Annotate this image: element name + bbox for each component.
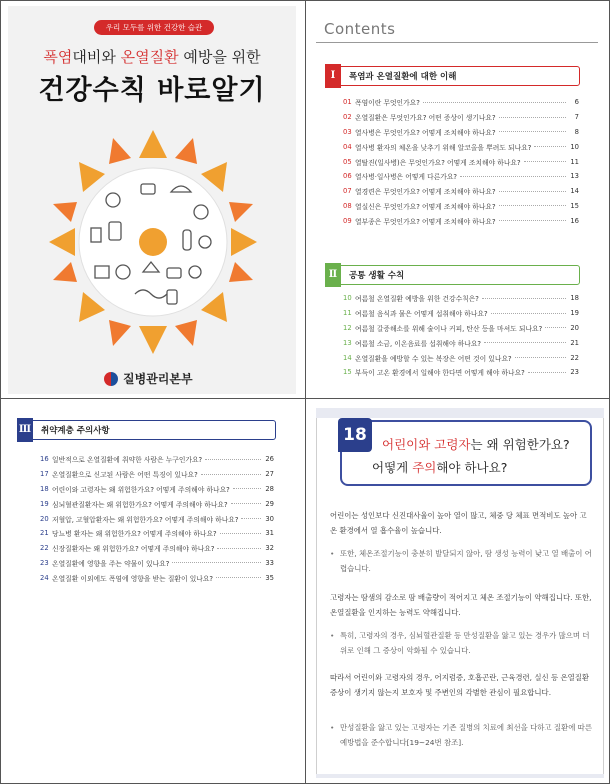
- toc-entry-page: 21: [570, 338, 579, 347]
- toc-entry-page: 27: [265, 470, 274, 479]
- toc-entry-page: 18: [570, 294, 579, 303]
- toc-leader: [460, 176, 566, 177]
- toc-leader: [201, 474, 261, 475]
- sun-ray-icon: [49, 228, 75, 256]
- toc-entry-page: 8: [574, 127, 579, 136]
- article-top-band: [316, 408, 604, 418]
- toc-leader: [241, 518, 261, 519]
- toc-leader: [499, 191, 566, 192]
- sun-ray-icon: [53, 262, 77, 282]
- sun-ray-icon: [175, 320, 197, 346]
- section-numeral: Ⅰ: [325, 64, 341, 88]
- contents-heading: Contents: [324, 20, 396, 38]
- toc-entry[interactable]: [40, 541, 274, 556]
- cover-subtitle: [8, 46, 296, 67]
- sun-ray-icon: [109, 320, 131, 346]
- toc-entry-number: 24: [40, 573, 49, 582]
- toc-entry-number: 01: [343, 98, 352, 107]
- toc-leader: [528, 372, 566, 373]
- toc-entry[interactable]: [343, 139, 579, 154]
- toc-entry-page: 23: [570, 368, 579, 377]
- toc-leader: [499, 131, 566, 132]
- toc-leader: [491, 313, 566, 314]
- toc-entry-page: 35: [265, 573, 274, 582]
- toc-entry-title: 열사병은 무엇인가요? 어떻게 조치해야 하나요?: [355, 128, 496, 137]
- sun-ray-icon: [139, 130, 167, 158]
- toc-entry-number: 19: [40, 499, 49, 508]
- toc-leader: [231, 503, 261, 504]
- toc-entry-number: 13: [343, 338, 352, 347]
- toc-entry-title: 온열질환 이외에도 폭염에 영향을 받는 질환이 있나요?: [52, 574, 214, 583]
- toc-entry-title: 신장질환자는 왜 위험한가요? 어떻게 주의해야 하나요?: [52, 545, 215, 554]
- toc-entry-page: 22: [570, 353, 579, 362]
- question-text: 해야 하나요?: [436, 460, 508, 475]
- toc-entry-title: 일반적으로 온열질환에 취약한 사람은 누구인가요?: [52, 456, 203, 465]
- toc-entry[interactable]: [40, 556, 274, 571]
- toc-entry-title: 온열질환에 영향을 주는 약물이 있나요?: [52, 559, 170, 568]
- toc-entry-title: 온열질환으로 신고된 사람은 어떤 특징이 있나요?: [52, 471, 198, 480]
- toc-leader: [233, 488, 261, 489]
- toc-leader: [216, 577, 261, 578]
- article-bottom-band: [316, 774, 604, 778]
- question-line-1: [382, 435, 570, 453]
- grid-divider-vertical: [305, 0, 306, 784]
- section-title: 공통 생활 수칙: [349, 271, 405, 281]
- toc-entry[interactable]: [343, 154, 579, 169]
- toc-leader: [205, 459, 261, 460]
- toc-entry-title: 열실신은 무엇인가요? 어떻게 조치해야 하나요?: [355, 202, 496, 211]
- toc-entry[interactable]: [343, 213, 579, 228]
- toc-leader: [499, 205, 566, 206]
- toc-entry-page: 19: [570, 309, 579, 318]
- toc-entry-title: 당뇨병 환자는 왜 위험한가요? 어떻게 주의해야 하나요?: [52, 530, 217, 539]
- toc-entry-page: 29: [265, 499, 274, 508]
- section-numeral: Ⅱ: [325, 263, 341, 287]
- toc-leader: [172, 562, 261, 563]
- toc-entry-title: 열사병 환자의 체온을 낮추기 위해 알코올을 뿌려도 되나요?: [355, 143, 532, 152]
- toc-entry-page: 6: [574, 98, 579, 107]
- toc-entry[interactable]: [40, 511, 274, 526]
- paragraph-children: 어린이는 성인보다 신진대사율이 높아 열이 많고, 체중 당 체표 면적비도 높아 고온 환경에서 열 흡수율이 높습니다.: [330, 511, 587, 535]
- toc-entry[interactable]: [343, 199, 579, 214]
- toc-entry[interactable]: [343, 365, 579, 380]
- publisher-name: 질병관리본부: [123, 372, 193, 386]
- toc-entry[interactable]: [343, 321, 579, 336]
- section-header-2: [330, 265, 580, 285]
- toc-leader: [545, 327, 566, 328]
- cover-subtitle-hl1: 폭염: [43, 48, 73, 66]
- toc-entry[interactable]: [40, 526, 274, 541]
- toc-leader: [484, 342, 566, 343]
- toc-entry[interactable]: [40, 570, 274, 585]
- toc-entry-number: 15: [343, 368, 352, 377]
- toc-entry-title: 온열질환은 무엇인가요? 어떤 증상이 생기나요?: [355, 114, 496, 123]
- toc-entry-page: 13: [570, 172, 579, 181]
- toc-list-section-1: [343, 95, 579, 228]
- question-box: [340, 420, 592, 486]
- toc-leader: [499, 220, 566, 221]
- toc-leader: [515, 357, 566, 358]
- question-highlight: 어린이와 고령자: [382, 437, 471, 452]
- toc-entry[interactable]: [40, 482, 274, 497]
- cover-subtitle-hl2: 온열질환: [120, 48, 179, 66]
- sun-ray-icon: [201, 292, 227, 322]
- toc-entry-page: 16: [570, 216, 579, 225]
- toc-entry[interactable]: [343, 110, 579, 125]
- paragraph-elderly: 고령자는 땀샘의 감소로 땀 배출량이 적어지고 체온 조절기능이 약해집니다. 또한, 온열질환을 인지하는 능력도 약해집니다.: [330, 593, 592, 617]
- section-header-3: [18, 420, 276, 440]
- toc-entry-title: 여름철 갈증해소를 위해 술이나 커피, 탄산 등을 마셔도 되나요?: [355, 324, 543, 333]
- toc-entry-number: 06: [343, 172, 352, 181]
- toc-entry[interactable]: [343, 350, 579, 365]
- toc-entry[interactable]: [343, 184, 579, 199]
- toc-entry-page: 30: [265, 514, 274, 523]
- sun-center-icon: [139, 228, 167, 256]
- toc-entry-number: 03: [343, 127, 352, 136]
- sun-ray-icon: [231, 228, 257, 256]
- toc-entry-number: 20: [40, 514, 49, 523]
- question-text: 어떻게: [372, 460, 413, 475]
- toc-entry-number: 17: [40, 470, 49, 479]
- cover-title: 건강수칙 바로알기: [38, 75, 266, 106]
- toc-entry-title: 열사병·일사병은 어떻게 다른가요?: [355, 173, 458, 182]
- section-title: 취약계층 주의사항: [41, 426, 110, 436]
- toc-entry-number: 11: [343, 309, 352, 318]
- sun-ray-icon: [79, 162, 105, 192]
- toc-list-section-3: [40, 452, 274, 585]
- question-highlight: 주의: [412, 460, 437, 475]
- cover-subtitle-part4: 예방을 위한: [178, 48, 261, 66]
- toc-entry-page: 11: [570, 157, 579, 166]
- toc-entry[interactable]: [343, 125, 579, 140]
- toc-entry-page: 33: [265, 558, 274, 567]
- question-number: 18: [338, 418, 372, 452]
- sun-ray-icon: [201, 162, 227, 192]
- toc-entry-number: 22: [40, 544, 49, 553]
- sun-ray-icon: [229, 262, 253, 282]
- paragraph-precaution: 따라서 어린이와 고령자의 경우, 어지럼증, 호흡곤란, 근육경련, 실신 등 온열질환 증상이 생기지 않는지 보호자 및 주변인의 각별한 관심이 필요합니다.: [330, 673, 590, 697]
- sun-ray-icon: [53, 202, 77, 222]
- sun-illustration: [48, 126, 258, 358]
- cover-subtitle-part2: 대비와: [72, 48, 121, 66]
- toc-entry[interactable]: [40, 496, 274, 511]
- toc-entry-number: 16: [40, 455, 49, 464]
- toc-entry-number: 23: [40, 558, 49, 567]
- toc-leader: [423, 102, 566, 103]
- bullet-chronic-disease: • 만성질환을 앓고 있는 고령자는 기존 질병의 치료에 최선을 다하고 질환에 따른 예방법을 준수합니다[19~24번 참조].: [330, 720, 592, 750]
- toc-entry-number: 21: [40, 529, 49, 538]
- toc-leader: [482, 298, 566, 299]
- toc-leader: [499, 117, 566, 118]
- toc-entry-title: 부득이 고온 환경에서 일해야 한다면 어떻게 해야 하나요?: [355, 369, 525, 378]
- cover-tag: 우리 모두를 위한 건강한 습관: [94, 20, 214, 35]
- toc-entry-page: 32: [265, 544, 274, 553]
- section-title: 폭염과 온열질환에 대한 이해: [349, 72, 457, 82]
- toc-entry-title: 심뇌혈관질환자는 왜 위험한가요? 어떻게 주의해야 하나요?: [52, 500, 228, 509]
- toc-entry-number: 14: [343, 353, 352, 362]
- toc-entry-number: 10: [343, 294, 352, 303]
- toc-entry-number: 08: [343, 201, 352, 210]
- sun-ray-icon: [79, 292, 105, 322]
- toc-entry-title: 여름철 음식과 물은 어떻게 섭취해야 하나요?: [355, 310, 488, 319]
- toc-leader: [534, 146, 566, 147]
- cover-page: [8, 6, 296, 394]
- toc-entry-number: 02: [343, 113, 352, 122]
- toc-entry-page: 7: [574, 113, 579, 122]
- kcdc-logo-icon: [104, 372, 118, 386]
- toc-entry-page: 20: [570, 323, 579, 332]
- section-header-1: [330, 66, 580, 86]
- toc-entry[interactable]: [343, 335, 579, 350]
- toc-entry-title: 저혈압, 고혈압환자는 왜 위험한가요? 어떻게 주의해야 하나요?: [52, 515, 239, 524]
- toc-entry-number: 04: [343, 142, 352, 151]
- sun-ray-icon: [109, 138, 131, 164]
- question-text: 는 왜 위험한가요?: [470, 437, 570, 452]
- toc-entry-page: 15: [570, 201, 579, 210]
- toc-entry-page: 14: [570, 187, 579, 196]
- toc-entry-number: 07: [343, 187, 352, 196]
- toc-entry-page: 28: [265, 484, 274, 493]
- sun-ray-icon: [139, 326, 167, 354]
- toc-entry-title: 열부종은 무엇인가요? 어떻게 조치해야 하나요?: [355, 217, 496, 226]
- toc-entry-title: 여름철 온열질환 예방을 위한 건강수칙은?: [355, 295, 479, 304]
- toc-entry-page: 31: [265, 529, 274, 538]
- toc-entry-number: 18: [40, 484, 49, 493]
- toc-entry-title: 온열질환을 예방할 수 있는 복장은 어떤 것이 있나요?: [355, 354, 512, 363]
- toc-list-section-2: [343, 291, 579, 380]
- toc-entry[interactable]: [40, 452, 274, 467]
- question-line-2: [372, 458, 507, 476]
- toc-leader: [217, 548, 261, 549]
- toc-entry-number: 12: [343, 323, 352, 332]
- toc-entry-page: 10: [570, 142, 579, 151]
- toc-entry-page: 26: [265, 455, 274, 464]
- toc-leader: [220, 533, 261, 534]
- toc-entry-number: 09: [343, 216, 352, 225]
- sun-ray-icon: [229, 202, 253, 222]
- bullet-children-detail: • 또한, 체온조절기능이 충분히 발달되지 않아, 땀 생성 능력이 낮고 열 배출이 어렵습니다.: [330, 546, 592, 576]
- toc-entry-title: 열경련은 무엇인가요? 어떻게 조치해야 하나요?: [355, 188, 496, 197]
- sun-ray-icon: [175, 138, 197, 164]
- toc-entry[interactable]: [40, 467, 274, 482]
- toc-entry[interactable]: [343, 306, 579, 321]
- toc-entry[interactable]: [343, 95, 579, 110]
- toc-entry-title: 어린이와 고령자는 왜 위험한가요? 어떻게 주의해야 하나요?: [52, 485, 230, 494]
- toc-entry-number: 05: [343, 157, 352, 166]
- section-numeral: Ⅲ: [17, 418, 33, 442]
- bullet-elderly-detail: • 특히, 고령자의 경우, 심뇌혈관질환 등 만성질환을 앓고 있는 경우가 많으며 더위로 인해 그 증상이 악화될 수 있습니다.: [330, 628, 592, 658]
- toc-entry[interactable]: [343, 169, 579, 184]
- toc-entry[interactable]: [343, 291, 579, 306]
- contents-rule: [316, 42, 598, 43]
- toc-entry-title: 여름철 소금, 이온음료를 섭취해야 하나요?: [355, 339, 482, 348]
- publisher-logo: [104, 370, 193, 387]
- toc-entry-title: 폭염이란 무엇인가요?: [355, 99, 420, 108]
- grid-divider-horizontal: [0, 398, 610, 399]
- toc-leader: [524, 161, 566, 162]
- toc-entry-title: 열탈진(일사병)은 무엇인가요? 어떻게 조치해야 하나요?: [355, 158, 521, 167]
